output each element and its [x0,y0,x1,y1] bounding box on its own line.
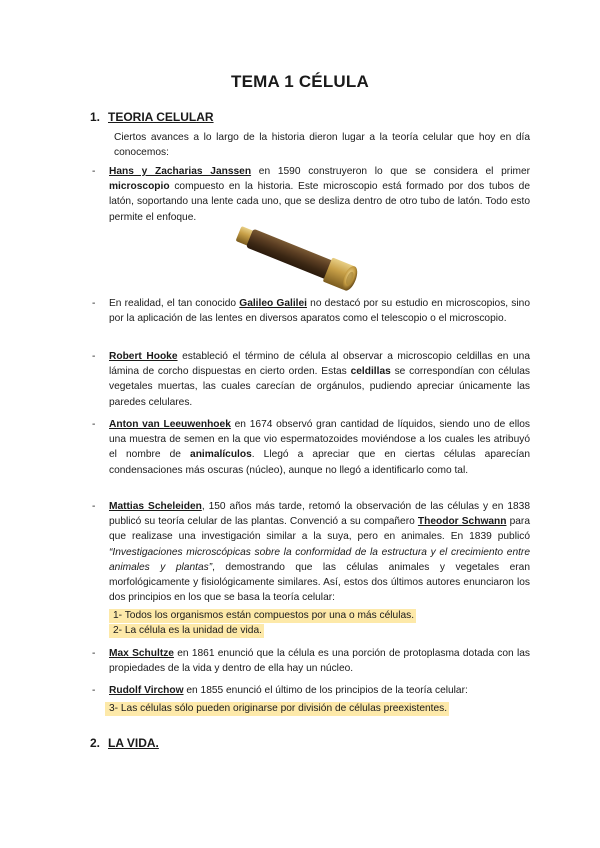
bullet-dash: - [92,501,96,512]
bullet-dash: - [92,351,96,362]
text-run: en 1861 enunció que la célula es una porción de protoplasma dotada con las propiedades de la vida y dentro de ella hay un núcleo. [109,648,530,675]
text-run: En realidad, el tan conocido [109,298,240,309]
person-name: Anton van Leeuwenhoek [109,419,231,430]
leather-tube [246,229,335,281]
section-title: TEORIA CELULAR [108,110,214,124]
bold-term: animalículos [190,449,252,461]
person-name: Rudolf Virchow [109,685,184,696]
section-title: LA VIDA. [108,736,159,750]
bullet-dash: - [92,419,96,430]
text-run: compuesto en la historia. Este microscopio está formado por dos tubos de latón, soportando una lente cada uno, que se desliza dentro de otro tubo de latón. Todo esto permite el enfoque. [109,181,530,223]
section-number: 1. [90,110,101,124]
italic-title: “Investigaciones microscópicas sobre la conformidad de la estructura y el crecimiento entre animales y plantas” [109,546,530,573]
paragraph-virchow [109,683,530,698]
bullet-dash: - [92,298,96,309]
paragraph-janssen [109,164,530,225]
bullet-dash: - [92,685,96,696]
bullet-dash: - [92,166,96,177]
text-run: no destacó por su estudio en microscopios, sino por la aplicación de las lentes en diversos aparatos como el telescopio o el microscopio. [109,298,530,325]
section-heading-1 [90,110,214,124]
person-name: Mattias Scheleiden [109,501,202,512]
text-run: estableció el término de célula al observar a microscopio celdillas en una lámina de corcho dispuestas en cierto orden. Estas [109,351,530,378]
person-name: Theodor Schwann [417,516,507,528]
section-number: 2. [90,736,101,750]
person-name: Robert Hooke [109,351,178,362]
page-title: TEMA 1 CÉLULA [231,72,369,91]
text-run: en 1855 enunció el último de los principios de la teoría celular: [183,685,468,696]
microscope-image [229,224,369,296]
intro-paragraph: Ciertos avances a lo largo de la historia dieron lugar a la teoría celular que hoy en día conocemos: [114,132,530,159]
paragraph-schultze [109,646,530,676]
paragraph-hooke [109,349,530,410]
bold-term: microscopio [109,181,170,193]
text-run: para que realizase una investigación similar a la suya, pero en animales. En 1839 publicó [109,516,530,543]
bullet-dash: - [92,648,96,659]
text-run: en 1674 observó gran cantidad de líquidos, siendo uno de ellos una muestra de semen en la que vio espermatozoides moviéndose a los cuales les atribuyó el nombre de [109,419,530,461]
person-name: Galileo Galilei [239,298,307,309]
paragraph-leeuwenhoek [109,417,530,478]
text-run: , demostrando que las células animales y vegetales eran morfológicamente y fisiológicamente similares. Así, estos dos últimos autores enunciaron los dos principios en los que se basa la teoría celular: [109,561,530,604]
paragraph-scheleiden [109,499,530,605]
person-name: Hans y Zacharias Janssen [109,166,252,177]
person-name: Max Schultze [109,648,174,659]
text-run: , 150 años más tarde, retomó la observación de las células y en 1838 publicó su teoría celular de las plantas. Convenció a su compañero [109,501,530,528]
bold-term: celdillas [350,366,391,378]
principle-3: 3- Las células sólo pueden originarse por división de células preexistentes. [105,702,449,716]
principle-1: 1- Todos los organismos están compuestos por una o más células. [109,609,416,623]
text-run: . Llegó a apreciar que en ciertas células aparecían condensaciones más oscuras (núcleo), aunque no llegó a identificarlo como tal. [109,449,530,476]
text-run: se correspondían con células vegetales muertas, las cuales carecían de orgánulos, pudiendo apreciar únicamente las paredes celulares. [109,366,530,408]
text-run: en 1590 construyeron lo que se considera el primer [251,166,530,177]
principle-2: 2- La célula es la unidad de vida. [109,624,264,638]
paragraph-galileo [109,296,530,326]
section-heading-2 [90,736,159,750]
